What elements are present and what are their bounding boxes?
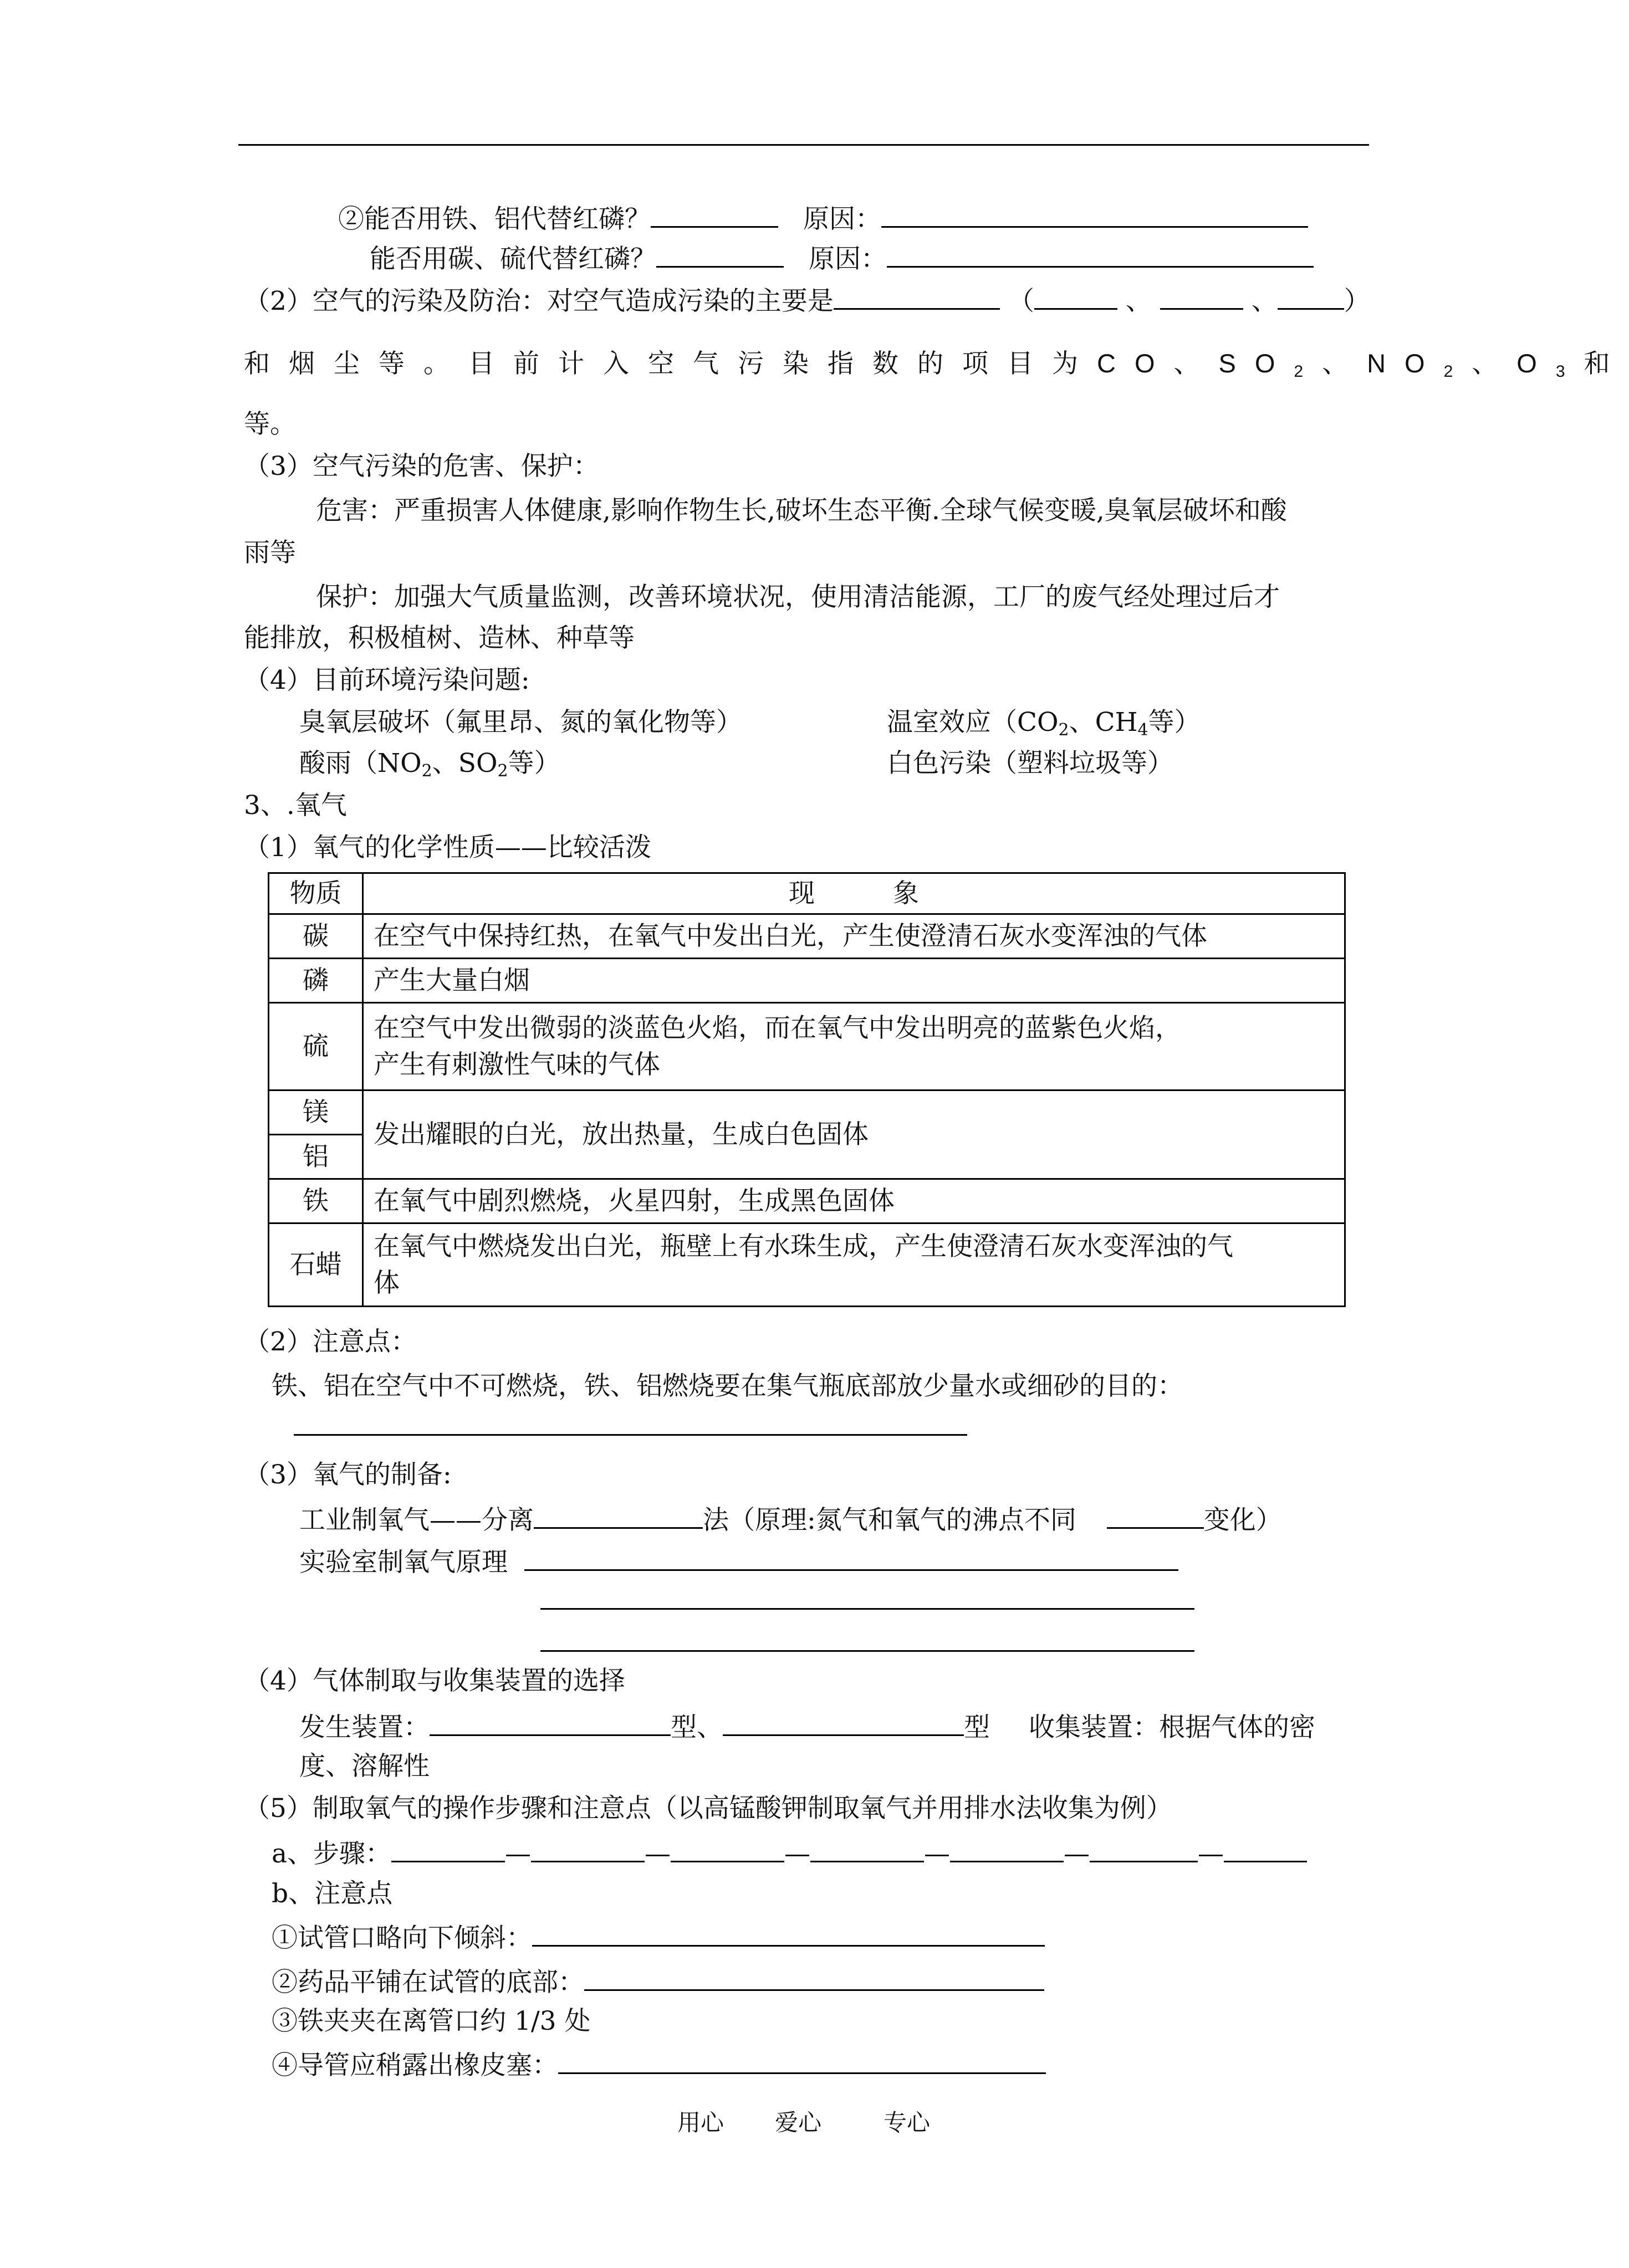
subscript: 2 bbox=[1294, 362, 1322, 381]
phenomenon-line: 在空气中发出微弱的淡蓝色火焰，而在氧气中发出明亮的蓝紫色火焰， bbox=[374, 1012, 1181, 1043]
generator-label: 发生装置： bbox=[299, 1712, 430, 1743]
note-item-4 bbox=[272, 2050, 1046, 2081]
subscript: 2 bbox=[421, 761, 432, 781]
footer-word-1: 用心 bbox=[677, 2109, 724, 2136]
environment-problems-title: （4）目前环境污染问题: bbox=[244, 665, 530, 695]
industrial-text: 法（原理:氮气和氧气的沸点不同 bbox=[703, 1505, 1076, 1535]
note-blank[interactable] bbox=[532, 1923, 1045, 1947]
problem-acid-rain bbox=[299, 750, 560, 780]
phenomenon-cell: 在空气中保持红热，在氧气中发出白光，产生使澄清石灰水变浑浊的气体 bbox=[363, 914, 1345, 959]
oxygen-chemical-properties-title: （1）氧气的化学性质——比较活泼 bbox=[244, 832, 651, 863]
phenomenon-cell bbox=[363, 1223, 1345, 1307]
step-blank[interactable] bbox=[391, 1839, 505, 1862]
question-text: ②能否用铁、铝代替红磷？ bbox=[338, 204, 651, 234]
lab-oxygen-line-2 bbox=[540, 1586, 1194, 1614]
type-label: 型、 bbox=[671, 1712, 723, 1743]
step-dash: — bbox=[1198, 1839, 1224, 1869]
lab-principle-blank-1[interactable] bbox=[524, 1547, 1178, 1571]
note-item-3: ③铁夹夹在离管口约 1/3 处 bbox=[272, 2006, 591, 2036]
phenomenon-line: 体 bbox=[374, 1267, 400, 1298]
subscript: 3 bbox=[1555, 362, 1584, 381]
greenhouse-text: 温室效应（CO bbox=[887, 707, 1059, 738]
phenomenon-line: 在氧气中燃烧发出白光，瓶壁上有水珠生成，产生使澄清石灰水变浑浊的气 bbox=[374, 1231, 1233, 1262]
protection-text-line1: 保护：加强大气质量监测，改善环境状况，使用清洁能源，工厂的废气经处理过后才 bbox=[316, 582, 1280, 612]
step-blank[interactable] bbox=[1224, 1839, 1307, 1862]
table-header-row bbox=[269, 873, 1345, 914]
note-text: ②药品平铺在试管的底部： bbox=[272, 1967, 584, 1998]
reason-blank[interactable] bbox=[881, 204, 1308, 228]
notes-b-label: b、注意点 bbox=[272, 1878, 393, 1909]
oxygen-reactions-table bbox=[268, 872, 1346, 1307]
greenhouse-text: 等） bbox=[1148, 707, 1201, 738]
pollution-index-text: 和烟尘等。目前计入空气污染指数的项目为 bbox=[244, 349, 1097, 379]
reason-label: 原因： bbox=[808, 244, 887, 274]
table-row bbox=[269, 914, 1345, 959]
table-row bbox=[269, 1223, 1345, 1307]
note-text: ④导管应稍露出橡皮塞： bbox=[272, 2050, 558, 2081]
generator-type-blank-2[interactable] bbox=[723, 1712, 964, 1736]
pollution-paragraph-line2: 和烟尘等。目前计入空气污染指数的项目为CO、$SO_2$、$NO_2$、$O_3$和 bbox=[244, 349, 1629, 381]
question-iron-aluminum bbox=[338, 204, 1308, 232]
separator: 、 bbox=[1251, 286, 1278, 316]
industrial-text: 变化） bbox=[1203, 1505, 1282, 1535]
paren-open: （ bbox=[1008, 286, 1034, 316]
substance-cell: 碳 bbox=[269, 914, 363, 959]
step-blank[interactable] bbox=[1090, 1839, 1198, 1862]
formula-co: CO bbox=[1097, 349, 1174, 378]
header-rule bbox=[238, 144, 1369, 146]
pollution-paragraph-line3: 等。 bbox=[244, 409, 296, 439]
harm-protection-title: （3）空气污染的危害、保护： bbox=[244, 451, 599, 482]
answer-blank[interactable] bbox=[656, 244, 784, 268]
industrial-text: 工业制氧气——分离 bbox=[299, 1505, 534, 1535]
pollutant-blank-1[interactable] bbox=[1034, 286, 1117, 310]
substance-cell: 硫 bbox=[269, 1003, 363, 1091]
acid-text: 酸雨（NO bbox=[299, 748, 422, 779]
pollutant-blank-3[interactable] bbox=[1278, 286, 1344, 310]
note-item-1 bbox=[272, 1923, 1045, 1951]
step-blank[interactable] bbox=[810, 1839, 924, 1862]
step-dash: — bbox=[784, 1839, 811, 1869]
phenomenon-cell: 发出耀眼的白光，放出热量，生成白色固体 bbox=[363, 1091, 1345, 1179]
question-carbon-sulfur bbox=[370, 244, 1314, 272]
type-label: 型 bbox=[964, 1712, 990, 1743]
notes-text: 铁、铝在空气中不可燃烧，铁、铝燃烧要在集气瓶底部放少量水或细砂的目的： bbox=[272, 1371, 1183, 1401]
generator-type-blank-1[interactable] bbox=[430, 1712, 671, 1736]
acid-text: 等） bbox=[508, 748, 560, 779]
acid-text: 、SO bbox=[432, 748, 498, 779]
section-oxygen-title: 3、.氧气 bbox=[244, 790, 347, 821]
apparatus-line bbox=[299, 1712, 1315, 1743]
harm-text-line1: 危害：严重损害人体健康,影响作物生长,破坏生态平衡.全球气候变暖,臭氧层破坏和酸 bbox=[316, 495, 1287, 526]
substance-cell: 铝 bbox=[269, 1135, 363, 1179]
steps-label: a、步骤： bbox=[272, 1839, 392, 1869]
note-item-2 bbox=[272, 1967, 1044, 1998]
note-blank[interactable] bbox=[558, 2050, 1046, 2074]
oxygen-preparation-title: （3）氧气的制备: bbox=[244, 1460, 452, 1490]
step-dash: — bbox=[645, 1839, 671, 1869]
apparatus-title: （4）气体制取与收集装置的选择 bbox=[244, 1666, 625, 1696]
notes-answer-line bbox=[294, 1412, 967, 1440]
industrial-oxygen-line bbox=[299, 1505, 1282, 1533]
subscript: 2 bbox=[1443, 362, 1472, 381]
note-text: ①试管口略向下倾斜： bbox=[272, 1923, 532, 1953]
protection-text-line2: 能排放，积极植树、造林、种草等 bbox=[244, 623, 635, 653]
substance-cell: 铁 bbox=[269, 1179, 363, 1223]
reason-blank[interactable] bbox=[887, 244, 1314, 268]
subscript: 2 bbox=[497, 761, 508, 781]
phenomenon-cell: 产生大量白烟 bbox=[363, 959, 1345, 1003]
harm-text-line2: 雨等 bbox=[244, 537, 296, 568]
subscript: 2 bbox=[1058, 720, 1069, 740]
header-phenomenon: 现 象 bbox=[363, 873, 1345, 914]
table-row bbox=[269, 1179, 1345, 1223]
lab-principle-blank-3[interactable] bbox=[540, 1628, 1194, 1652]
header-substance: 物质 bbox=[269, 873, 363, 914]
substance-cell: 石蜡 bbox=[269, 1223, 363, 1307]
formula-o3: O bbox=[1516, 349, 1556, 378]
step-blank[interactable] bbox=[950, 1839, 1064, 1862]
pollution-paragraph-line1 bbox=[244, 286, 1370, 314]
method-blank[interactable] bbox=[534, 1505, 703, 1529]
footer-word-3: 专心 bbox=[884, 2109, 931, 2136]
pollutant-blank[interactable] bbox=[834, 286, 1000, 310]
problem-ozone: 臭氧层破坏（氟里昂、氮的氧化物等） bbox=[299, 707, 742, 738]
steps-line bbox=[272, 1839, 1307, 1867]
lab-oxygen-line bbox=[299, 1547, 1178, 1578]
greenhouse-text: 、CH bbox=[1069, 707, 1138, 738]
step-blank[interactable] bbox=[531, 1839, 645, 1862]
note-blank[interactable] bbox=[584, 1967, 1044, 1991]
notes-blank[interactable] bbox=[294, 1412, 967, 1436]
step-dash: — bbox=[924, 1839, 951, 1869]
notes-title: （2）注意点： bbox=[244, 1327, 417, 1357]
change-type-blank[interactable] bbox=[1107, 1505, 1204, 1529]
and-text: 和 bbox=[1584, 349, 1629, 379]
lab-oxygen-line-3 bbox=[540, 1628, 1194, 1656]
formula-no2: NO bbox=[1367, 349, 1444, 378]
collector-text-line2: 度、溶解性 bbox=[299, 1751, 430, 1781]
procedure-title: （5）制取氧气的操作步骤和注意点（以高锰酸钾制取氧气并用排水法收集为例） bbox=[244, 1793, 1172, 1824]
lab-principle-label: 实验室制氧气原理 bbox=[299, 1547, 508, 1578]
substance-cell: 磷 bbox=[269, 959, 363, 1003]
problem-greenhouse bbox=[887, 709, 1201, 739]
separator: 、 bbox=[1125, 286, 1152, 316]
question-text: 能否用碳、硫代替红磷？ bbox=[370, 244, 656, 274]
subscript: 4 bbox=[1137, 720, 1148, 740]
pollutant-blank-2[interactable] bbox=[1160, 286, 1243, 310]
paren-close: ） bbox=[1344, 286, 1370, 316]
lab-principle-blank-2[interactable] bbox=[540, 1586, 1194, 1610]
formula-so2: SO bbox=[1218, 349, 1294, 378]
pollution-label: （2）空气的污染及防治：对空气造成污染的主要是 bbox=[244, 286, 834, 316]
step-blank[interactable] bbox=[671, 1839, 784, 1862]
phenomenon-cell: 在氧气中剧烈燃烧，火星四射，生成黑色固体 bbox=[363, 1179, 1345, 1223]
step-dash: — bbox=[1064, 1839, 1090, 1869]
table-row bbox=[269, 1003, 1345, 1091]
substance-cell: 镁 bbox=[269, 1091, 363, 1135]
footer-word-2: 爱心 bbox=[775, 2109, 822, 2136]
collector-text: 收集装置：根据气体的密 bbox=[1028, 1712, 1315, 1743]
answer-blank[interactable] bbox=[651, 204, 778, 228]
reason-label: 原因： bbox=[803, 204, 881, 234]
step-dash: — bbox=[505, 1839, 532, 1869]
phenomenon-cell bbox=[363, 1003, 1345, 1091]
table-row bbox=[269, 1091, 1345, 1135]
table-row bbox=[269, 959, 1345, 1003]
phenomenon-line: 产生有刺激性气味的气体 bbox=[374, 1049, 660, 1080]
problem-white-pollution: 白色污染（塑料垃圾等） bbox=[887, 748, 1173, 779]
